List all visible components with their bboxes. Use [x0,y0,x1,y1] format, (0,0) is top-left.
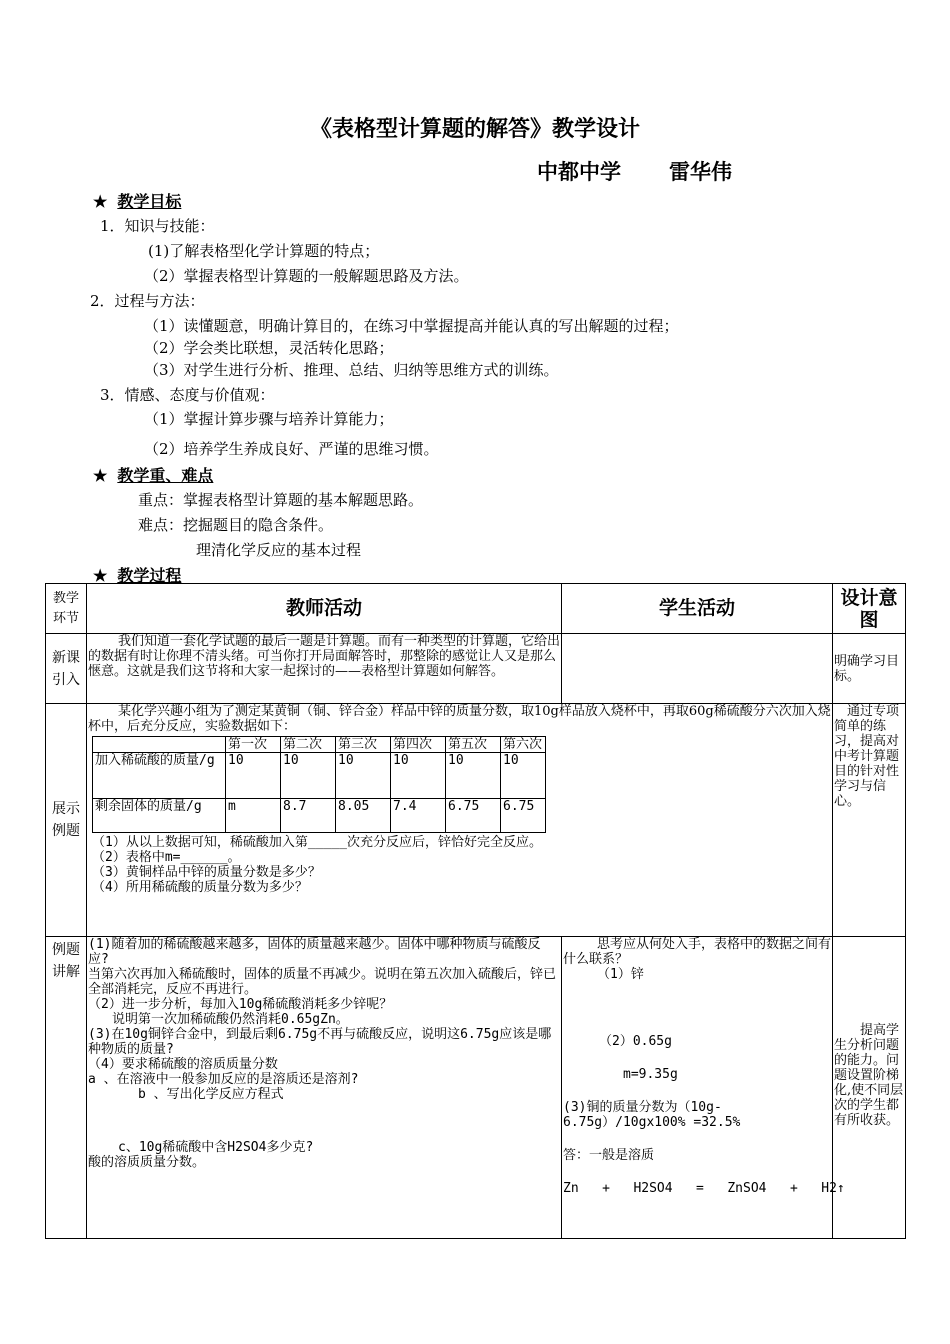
objective-item: 1．知识与技能： [100,217,215,235]
student-intro [562,634,833,704]
data-col-header: 第一次 [226,737,281,753]
document-title: 《表格型计算题的解答》教学设计 [309,116,640,142]
author-line [537,156,732,186]
process-heading: 教学过程 [117,566,182,585]
objective-item: (1)了解表格型化学计算题的特点； [148,242,380,260]
question: （2）表格中m=______。 [92,850,241,865]
objective-item: （2）学会类比联想，灵活转化思路； [144,339,394,357]
objective-item: 3．情感、态度与价值观： [100,386,275,404]
data-col-header: 第四次 [391,737,446,753]
stage-explain: 例题讲解 [46,937,87,1239]
data-col-header: 第二次 [281,737,336,753]
data-cell: 7.4 [391,799,446,833]
student-step: 思考应从何处入手，表格中的数据之间有什么联系？ [563,937,832,967]
header-intent: 设计意图 [833,584,906,634]
question: （3）黄铜样品中锌的质量分数是多少？ [92,865,321,880]
student-step: m=9.35g [623,1067,678,1082]
question: （4）所用稀硫酸的质量分数为多少？ [92,880,308,895]
objective-item: （2）培养学生养成良好、严谨的思维习惯。 [144,440,439,458]
teacher-explain [87,937,562,1239]
section-keypoints [93,463,213,486]
data-cell: 6.75 [501,799,546,833]
data-cell: 10 [336,753,391,799]
intent-intro: 明确学习目标。 [833,634,906,704]
teacher-step: 说明第一次加稀硫酸仍然消耗0.65gZn。 [112,1012,349,1027]
student-explain [562,937,845,1239]
header-student: 学生活动 [562,584,833,634]
teacher-step: (3)在10g铜锌合金中，到最后剩6.75g不再与硫酸反应，说明这6.75g应该是哪种物质的质量? [88,1027,552,1057]
header-stage: 教学环节 [46,584,87,634]
student-step: Zn + H2SO4 = ZnSO4 + H2↑ [563,1181,845,1196]
student-step: (3)铜的质量分数为（10g-6.75g）/10gx100% =32.5% [563,1100,741,1130]
student-step: 答：一般是溶质 [563,1148,655,1163]
data-cell: 10 [281,753,336,799]
star-icon: ★ [93,466,108,485]
intent-explain: 提高学生分析问题的能力。问题设置阶梯化,使不同层次的学生都有所收获。 [833,937,906,1239]
author-name: 雷华伟 [669,159,732,184]
data-cell: 8.05 [336,799,391,833]
star-icon: ★ [93,192,108,211]
keypoints-heading: 教学重、难点 [117,466,214,485]
author-school: 中都中学 [537,159,621,184]
key-point: 重点：掌握表格型计算题的基本解题思路。 [138,491,424,509]
objective-item: （3）对学生进行分析、推理、总结、归纳等思维方式的训练。 [144,361,559,379]
student-step: （2）0.65g [599,1034,672,1049]
header-teacher: 教师活动 [87,584,562,634]
stage-intro: 新课引入 [46,634,87,704]
student-step: （1）锌 [597,967,644,982]
difficult-point: 难点：挖掘题目的隐含条件。 [138,516,334,534]
objective-item: （2）掌握表格型计算题的一般解题思路及方法。 [144,267,469,285]
objective-item: （1）读懂题意，明确计算目的，在练习中掌握提高并能认真的写出解题的过程； [144,317,679,335]
section-objectives [93,189,181,212]
data-col-header: 第六次 [501,737,546,753]
teacher-step: （4）要求稀硫酸的溶质质量分数 [88,1057,278,1072]
data-col-header: 第三次 [336,737,391,753]
teacher-step: 酸的溶质质量分数。 [88,1155,206,1170]
data-cell: 8.7 [281,799,336,833]
teacher-step: b 、写出化学反应方程式 [138,1087,284,1102]
example-cell [87,704,833,937]
data-cell: 10 [501,753,546,799]
data-col-header: 第五次 [446,737,501,753]
difficult-point-2: 理清化学反应的基本过程 [196,541,362,559]
objectives-heading: 教学目标 [117,192,182,211]
teacher-step: (1)随着加的稀硫酸越来越多，固体的质量越来越少。固体中哪种物质与硫酸反应? [88,937,541,967]
teacher-step: 当第六次再加入稀硫酸时，固体的质量不再减少。说明在第五次加入硫酸后，锌已全部消耗完，反应不再进行。 [88,967,557,997]
intent-example: 通过专项简单的练习，提高对中考计算题目的针对性学习与信心。 [833,704,906,937]
objective-item: 2．过程与方法： [90,292,205,310]
teacher-step: （2）进一步分析，每加入10g稀硫酸消耗多少锌呢？ [88,997,393,1012]
process-table [45,583,906,1239]
star-icon: ★ [93,566,108,585]
data-cell: 10 [391,753,446,799]
data-cell: 10 [226,753,281,799]
data-cell: m [226,799,281,833]
stage-example: 展示例题 [46,704,87,937]
data-cell: 6.75 [446,799,501,833]
teacher-intro: 我们知道一套化学试题的最后一题是计算题。而有一种类型的计算题，它给出的数据有时让你理不清头绪。可当你打开局面解答时，那整除的感觉让人又是那么惬意。这就是我们这节将和大家一起探讨的——表格型计算题如何解答。 [87,634,562,704]
data-table-corner [93,737,226,753]
data-cell: 10 [446,753,501,799]
question: （1）从以上数据可知，稀硫酸加入第_____次充分反应后，锌恰好完全反应。 [92,835,542,850]
objective-item: （1）掌握计算步骤与培养计算能力； [144,410,394,428]
example-intro: 某化学兴趣小组为了测定某黄铜（铜、锌合金）样品中锌的质量分数，取10g样品放入烧杯中，再取60g稀硫酸分六次加入烧杯中，后充分反应，实验数据如下： [88,704,831,734]
teacher-step: c、10g稀硫酸中含H2SO4多少克? [118,1140,314,1155]
data-row-label: 加入稀硫酸的质量/g [93,753,226,799]
teacher-step: a 、在溶液中一般参加反应的是溶质还是溶剂? [88,1072,359,1087]
data-row-label: 剩余固体的质量/g [93,799,226,833]
data-table [92,736,546,833]
